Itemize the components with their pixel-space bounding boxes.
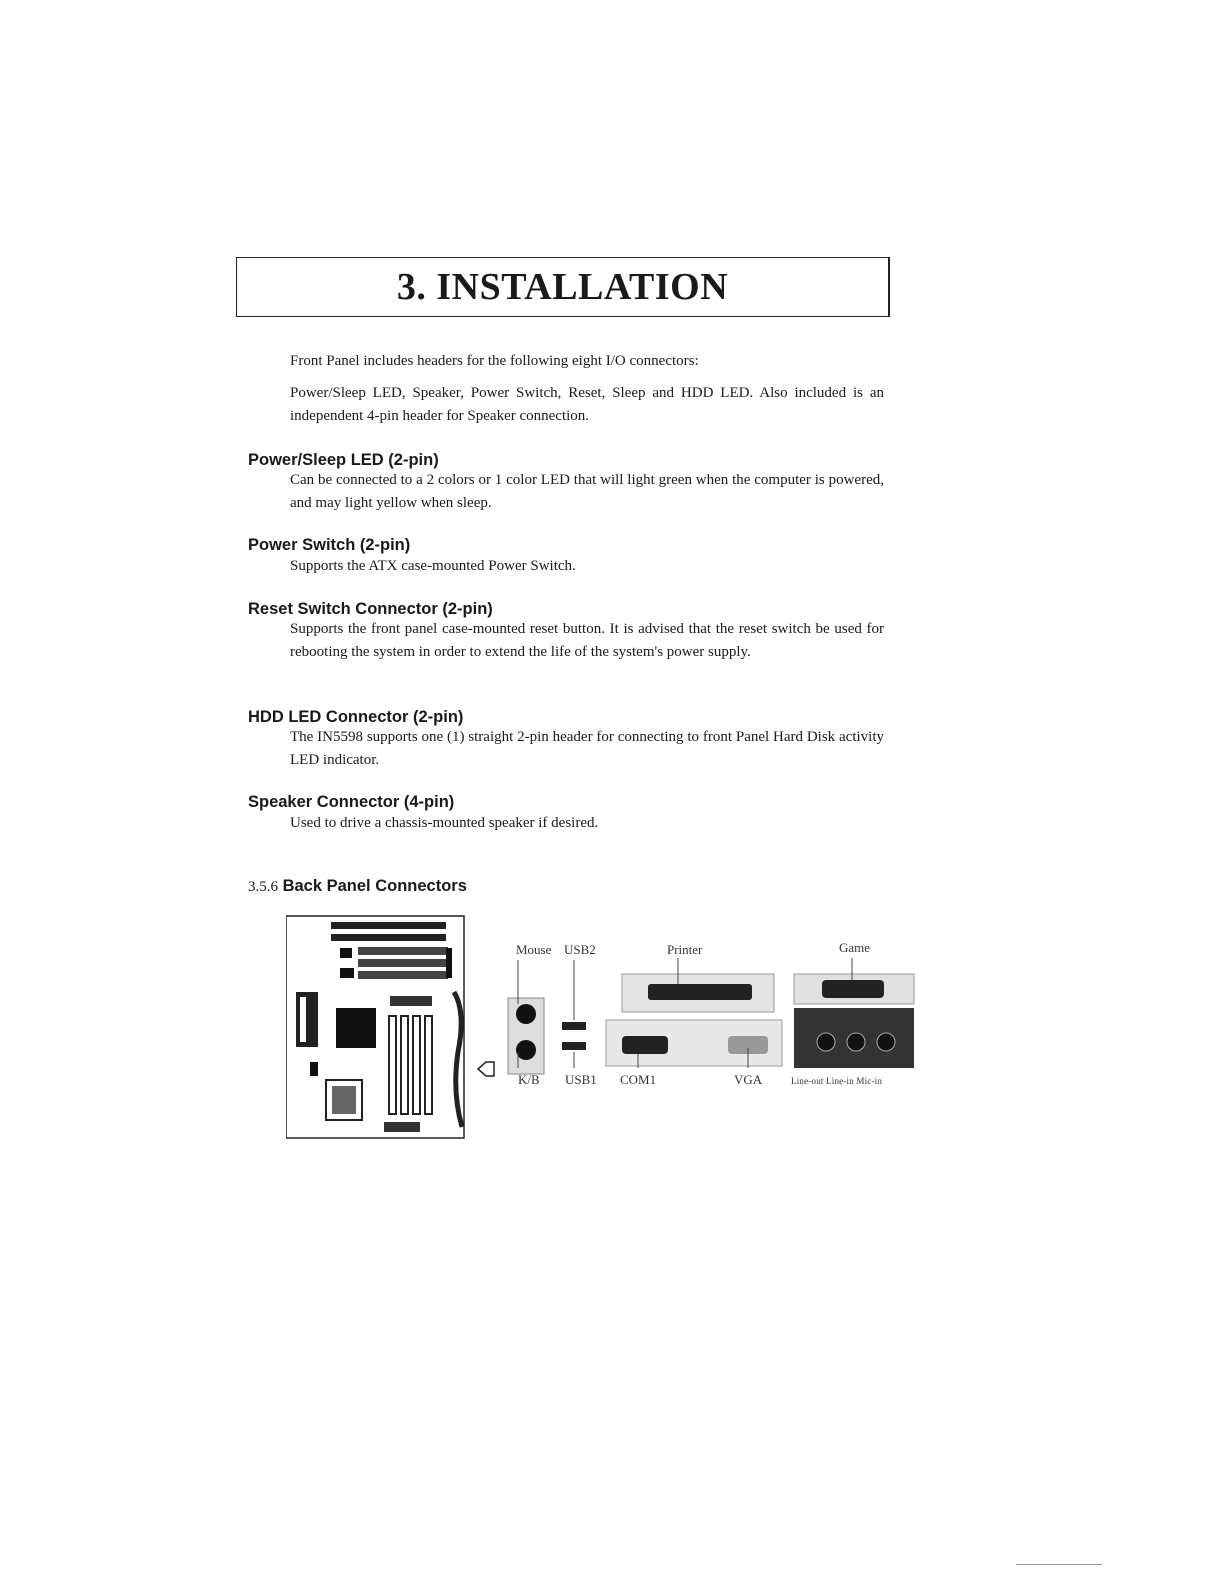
body-hdd-led: The IN5598 supports one (1) straight 2-pin header for connecting to front Panel Hard Disk activity LED indicator.: [290, 729, 884, 768]
heading-power-sleep-led: Power/Sleep LED (2-pin): [248, 451, 439, 469]
label-usb1: USB1: [565, 1072, 597, 1087]
body-reset-switch: Supports the front panel case-mounted reset button. It is advised that the reset switch be used for rebooting the system in order to extend the life of the system's power supply.: [290, 621, 884, 660]
label-vga: VGA: [734, 1072, 763, 1087]
chip: [340, 968, 354, 978]
intro-line-1: Front Panel includes headers for the following eight I/O connectors:: [290, 353, 699, 369]
expansion-slot: [358, 971, 448, 979]
heading-reset-switch: Reset Switch Connector (2-pin): [248, 600, 493, 618]
expansion-slot: [331, 922, 446, 929]
ide-connector-inner: [300, 997, 306, 1042]
memory-slot: [413, 1016, 420, 1114]
label-audio: Line-out Line-in Mic-in: [791, 1076, 883, 1086]
heading-speaker: Speaker Connector (4-pin): [248, 793, 455, 811]
chapter-title: 3. INSTALLATION: [396, 266, 729, 308]
header-strip: [390, 996, 432, 1006]
arrow-icon: [478, 1062, 494, 1076]
ps2-mouse-port: [516, 1004, 536, 1024]
subsection-heading: [248, 877, 467, 896]
chip: [340, 948, 352, 958]
subsection-number: 3.5.6: [248, 879, 278, 895]
chapter-title-box: [236, 257, 890, 317]
memory-slot: [389, 1016, 396, 1114]
label-com1: COM1: [620, 1072, 657, 1087]
label-kb: K/B: [518, 1072, 540, 1087]
expansion-slot: [358, 947, 448, 955]
heading-power-switch: Power Switch (2-pin): [248, 536, 411, 554]
line-in-jack: [847, 1033, 865, 1051]
ide-connector: [296, 992, 318, 1047]
game-port: [822, 980, 884, 998]
chipset: [336, 1008, 376, 1048]
body-power-switch: Supports the ATX case-mounted Power Switch.: [290, 558, 576, 574]
body-speaker: Used to drive a chassis-mounted speaker if desired.: [290, 815, 599, 831]
subsection-title: Back Panel Connectors: [282, 877, 467, 895]
usb2-port: [562, 1022, 586, 1030]
printer-port: [648, 984, 752, 1000]
back-panel-figure: [286, 912, 916, 1142]
label-mouse: Mouse: [516, 942, 552, 957]
label-printer: Printer: [667, 942, 703, 957]
line-out-jack: [817, 1033, 835, 1051]
scan-artifact: [1016, 1564, 1102, 1565]
body-power-sleep-led: Can be connected to a 2 colors or 1 color LED that will light green when the computer is powered, and may light yellow when sleep.: [290, 472, 884, 511]
cpu-socket-core: [332, 1086, 356, 1114]
label-usb2: USB2: [564, 942, 596, 957]
expansion-slot: [331, 934, 446, 941]
intro-line-2: Power/Sleep LED, Speaker, Power Switch, Reset, Sleep and HDD LED. Also included is an independent 4-pin header for Speaker connection.: [290, 385, 884, 424]
expansion-slot: [358, 959, 448, 967]
label-game: Game: [839, 940, 871, 955]
memory-slot: [401, 1016, 408, 1114]
heading-hdd-led: HDD LED Connector (2-pin): [248, 708, 464, 726]
memory-slot: [425, 1016, 432, 1114]
usb1-port: [562, 1042, 586, 1050]
chip: [446, 948, 452, 978]
power-connector: [384, 1122, 420, 1132]
mic-in-jack: [877, 1033, 895, 1051]
com1-port: [622, 1036, 668, 1054]
back-panel-illustration: [286, 912, 916, 1142]
chip: [310, 1062, 318, 1076]
ps2-keyboard-port: [516, 1040, 536, 1060]
